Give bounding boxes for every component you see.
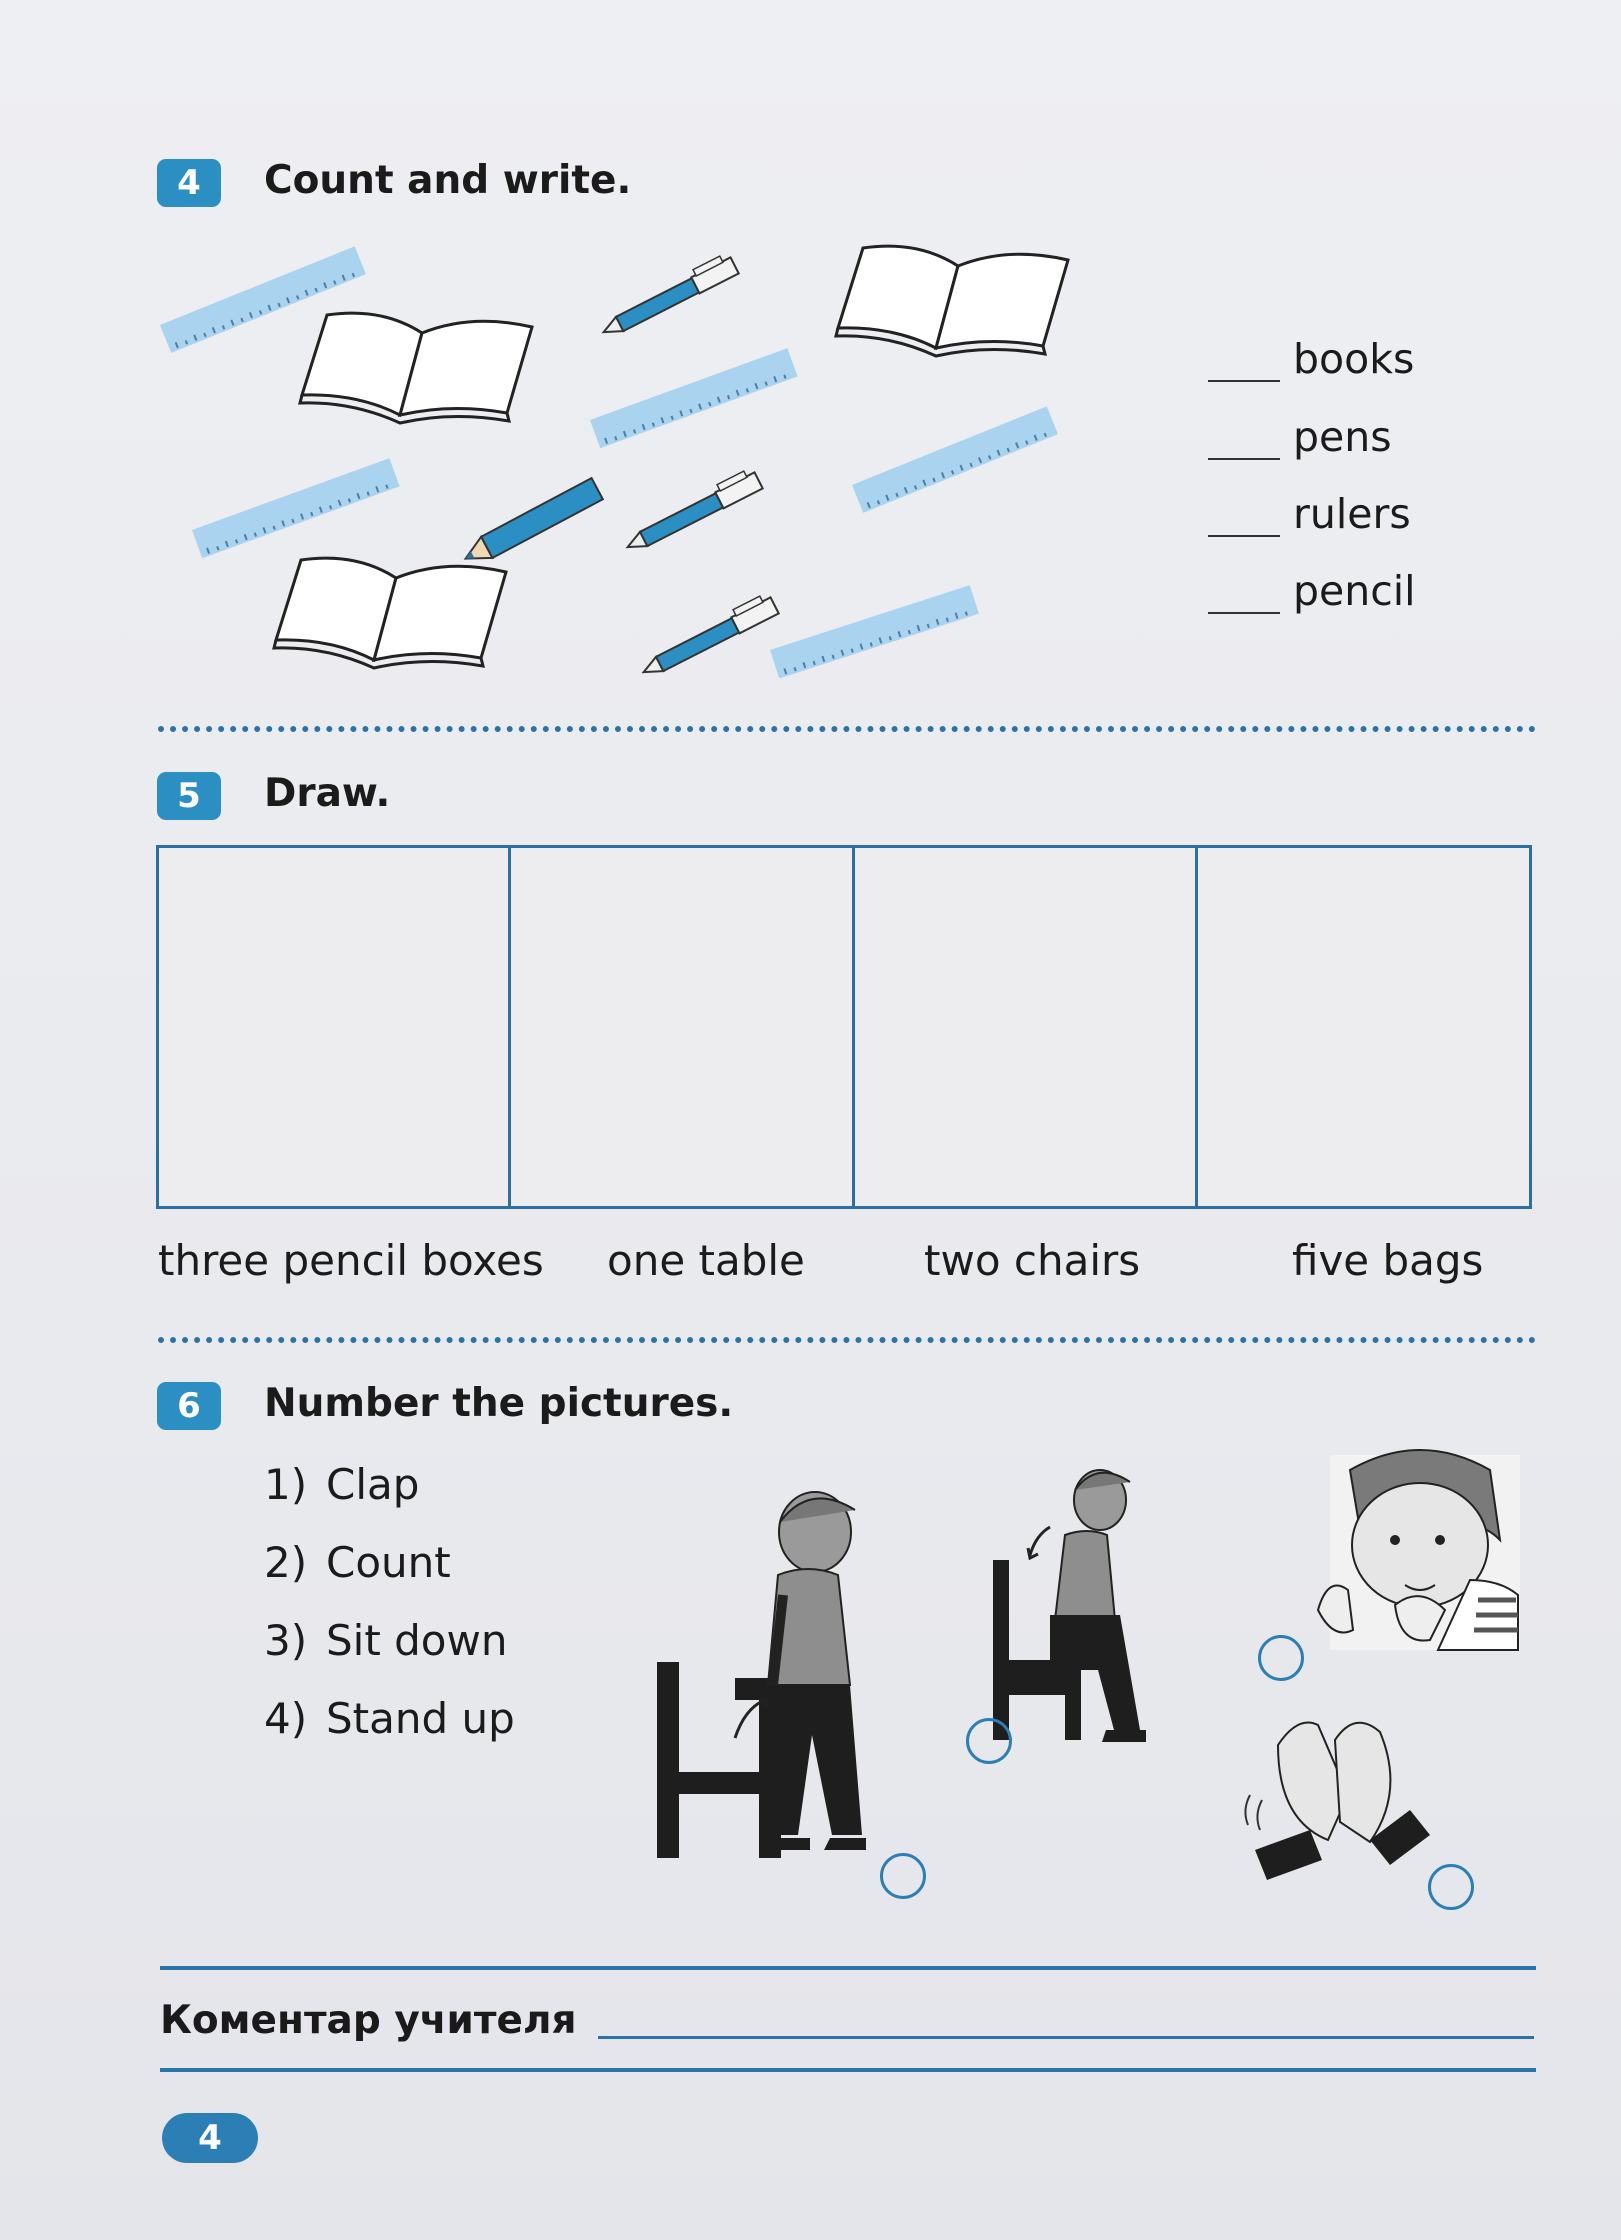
sit-down-picture [993, 1470, 1146, 1742]
instruction-number: 1) [264, 1460, 308, 1509]
count-picture [1318, 1450, 1520, 1650]
answer-circle-stand-up[interactable] [880, 1853, 926, 1899]
answer-circle-sit-down[interactable] [966, 1718, 1012, 1764]
exercise-6-title: Number the pictures. [264, 1381, 734, 1426]
instruction-number: 2) [264, 1538, 308, 1587]
instruction-label: Count [326, 1538, 451, 1587]
answer-circle-count[interactable] [1258, 1635, 1304, 1681]
caption-bags: five bags [1292, 1236, 1484, 1285]
stand-up-picture [657, 1492, 866, 1858]
answer-word-pens: pens [1293, 413, 1392, 461]
exercise-5-badge: 5 [157, 772, 221, 820]
exercise-6-badge: 6 [157, 1382, 221, 1430]
clap-picture [1245, 1723, 1430, 1881]
comment-bottom-rule [160, 2068, 1536, 2072]
answer-circle-clap[interactable] [1428, 1864, 1474, 1910]
exercise-4-title: Count and write. [264, 158, 632, 203]
instruction-label: Stand up [326, 1694, 515, 1743]
comment-top-rule [160, 1966, 1536, 1970]
exercise-4-badge: 4 [157, 159, 221, 207]
teacher-comment-label: Коментар учителя [160, 1998, 577, 2043]
caption-pencil-boxes: three pencil boxes [158, 1236, 544, 1285]
caption-table: one table [607, 1236, 805, 1285]
exercise-5-title: Draw. [264, 771, 391, 816]
instruction-label: Clap [326, 1460, 420, 1509]
instruction-label: Sit down [326, 1616, 508, 1665]
teacher-comment-field[interactable] [598, 2036, 1534, 2039]
caption-chairs: two chairs [924, 1236, 1141, 1285]
instruction-number: 4) [264, 1694, 308, 1743]
answer-word-books: books [1293, 335, 1415, 383]
page-number: 4 [162, 2113, 258, 2163]
answer-word-rulers: rulers [1293, 490, 1411, 538]
instruction-number: 3) [264, 1616, 308, 1665]
answer-word-pencil: pencil [1293, 567, 1416, 615]
